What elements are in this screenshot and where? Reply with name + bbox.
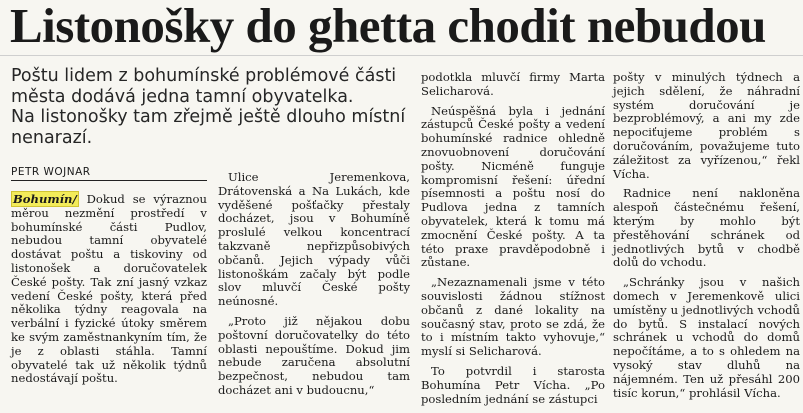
paragraph: Radnice není nakloněna alespoň částečnému řešení, kterým by mohlo být přestěhování schránek od jednotlivých bytů v chodbě dolů do vchodu.	[613, 186, 800, 270]
lead-line-1: Poštu lidem z bohumínské problémové části města dodává jedna tamní obyvatelka.	[11, 66, 397, 107]
column-4	[613, 71, 800, 406]
paragraph: „Nezaznamenali jsme v této souvislosti žádnou stížnost občanů z dané lokality na současný stav, proto se zdá, že to i místním takto vyhovuje,“ myslí si Selicharová.	[421, 275, 605, 359]
column-3	[421, 71, 605, 412]
column-1	[11, 193, 207, 392]
byline-rule	[11, 180, 207, 181]
paragraph	[11, 193, 207, 386]
paragraph: Neúspěšná byla i jednání zástupců České pošty a vedení bohumínské radnice ohledně znovuobnovení doručování pošty. Nicméně funguje kompromisní řešení: úřední písemnosti a poštu nosí do Pudlova jedna z tamních obyvatelek, která k tomu má zmocnění České pošty. A ta této praxe pravděpodobně i zůstane.	[421, 103, 605, 270]
paragraph: pošty v minulých týdnech a jejich sdělení, že náhradní systém doručování je bezproblémový, a ani my zde nepociťujeme problém s doručováním, považujeme tuto záležitost za vyřízenou,“ řekl Vícha.	[613, 70, 800, 181]
headline: Listonošky do ghetta chodit nebudou	[10, 0, 766, 53]
paragraph: podotkla mluvčí firmy Marta Selicharová.	[421, 70, 605, 98]
lead-line-2: Na listonošky tam zřejmě ještě dlouho místní nenarazí.	[11, 107, 406, 148]
paragraph-text: Dokud se výraznou měrou nezmění prostředí v bohumínské části Pudlov, nebudou tamní obyvatelé dostávat poštu a tiskoviny od listonošek a doručovatelek České pošty. Tak zní jasný vzkaz vedení České pošty, která před několika týdny reagovala na verbální i fyzické útoky směrem ke svým zaměstnankyním tím, že je z oblasti stáhla. Tamní obyvatelé tak už několik týdnů nedostávají poštu.	[11, 192, 208, 386]
paragraph: „Proto již nějakou dobu poštovní doručovatelky do této oblasti nepouštíme. Dokud jim nebude zaručena absolutní bezpečnost, nebudou tam docházet ani v budoucnu,“	[218, 313, 410, 397]
column-2	[218, 171, 410, 404]
divider	[0, 55, 803, 56]
paragraph: „Schránky jsou v našich domech v Jeremenkově ulici umístěny u jednotlivých vchodů do bytů. S instalací nových schránek u vchodů do domů nepočítáme, a to s ohledem na vysoký stav dluhů na nájemném. Ten už přesáhl 200 tisíc korun,“ prohlásil Vícha.	[613, 275, 800, 400]
place-highlight: Bohumín/	[13, 192, 77, 206]
paragraph: To potvrdil i starosta Bohumína Petr Vícha. „Po posledním jednání se zástupci	[421, 363, 605, 406]
lead-paragraph	[11, 66, 419, 148]
byline: PETR WOJNAR	[11, 166, 91, 178]
paragraph: Ulice Jeremenkova, Drátovenská a Na Lukách, kde vyděšené pošťačky přestaly docházet, jsou v Bohumíně proslulé velkou koncentrací takzvaně nepřizpůsobivých občanů. Jejich výpady vůči listonoškám začaly být podle slov mluvčí České pošty neúnosné.	[218, 170, 410, 309]
